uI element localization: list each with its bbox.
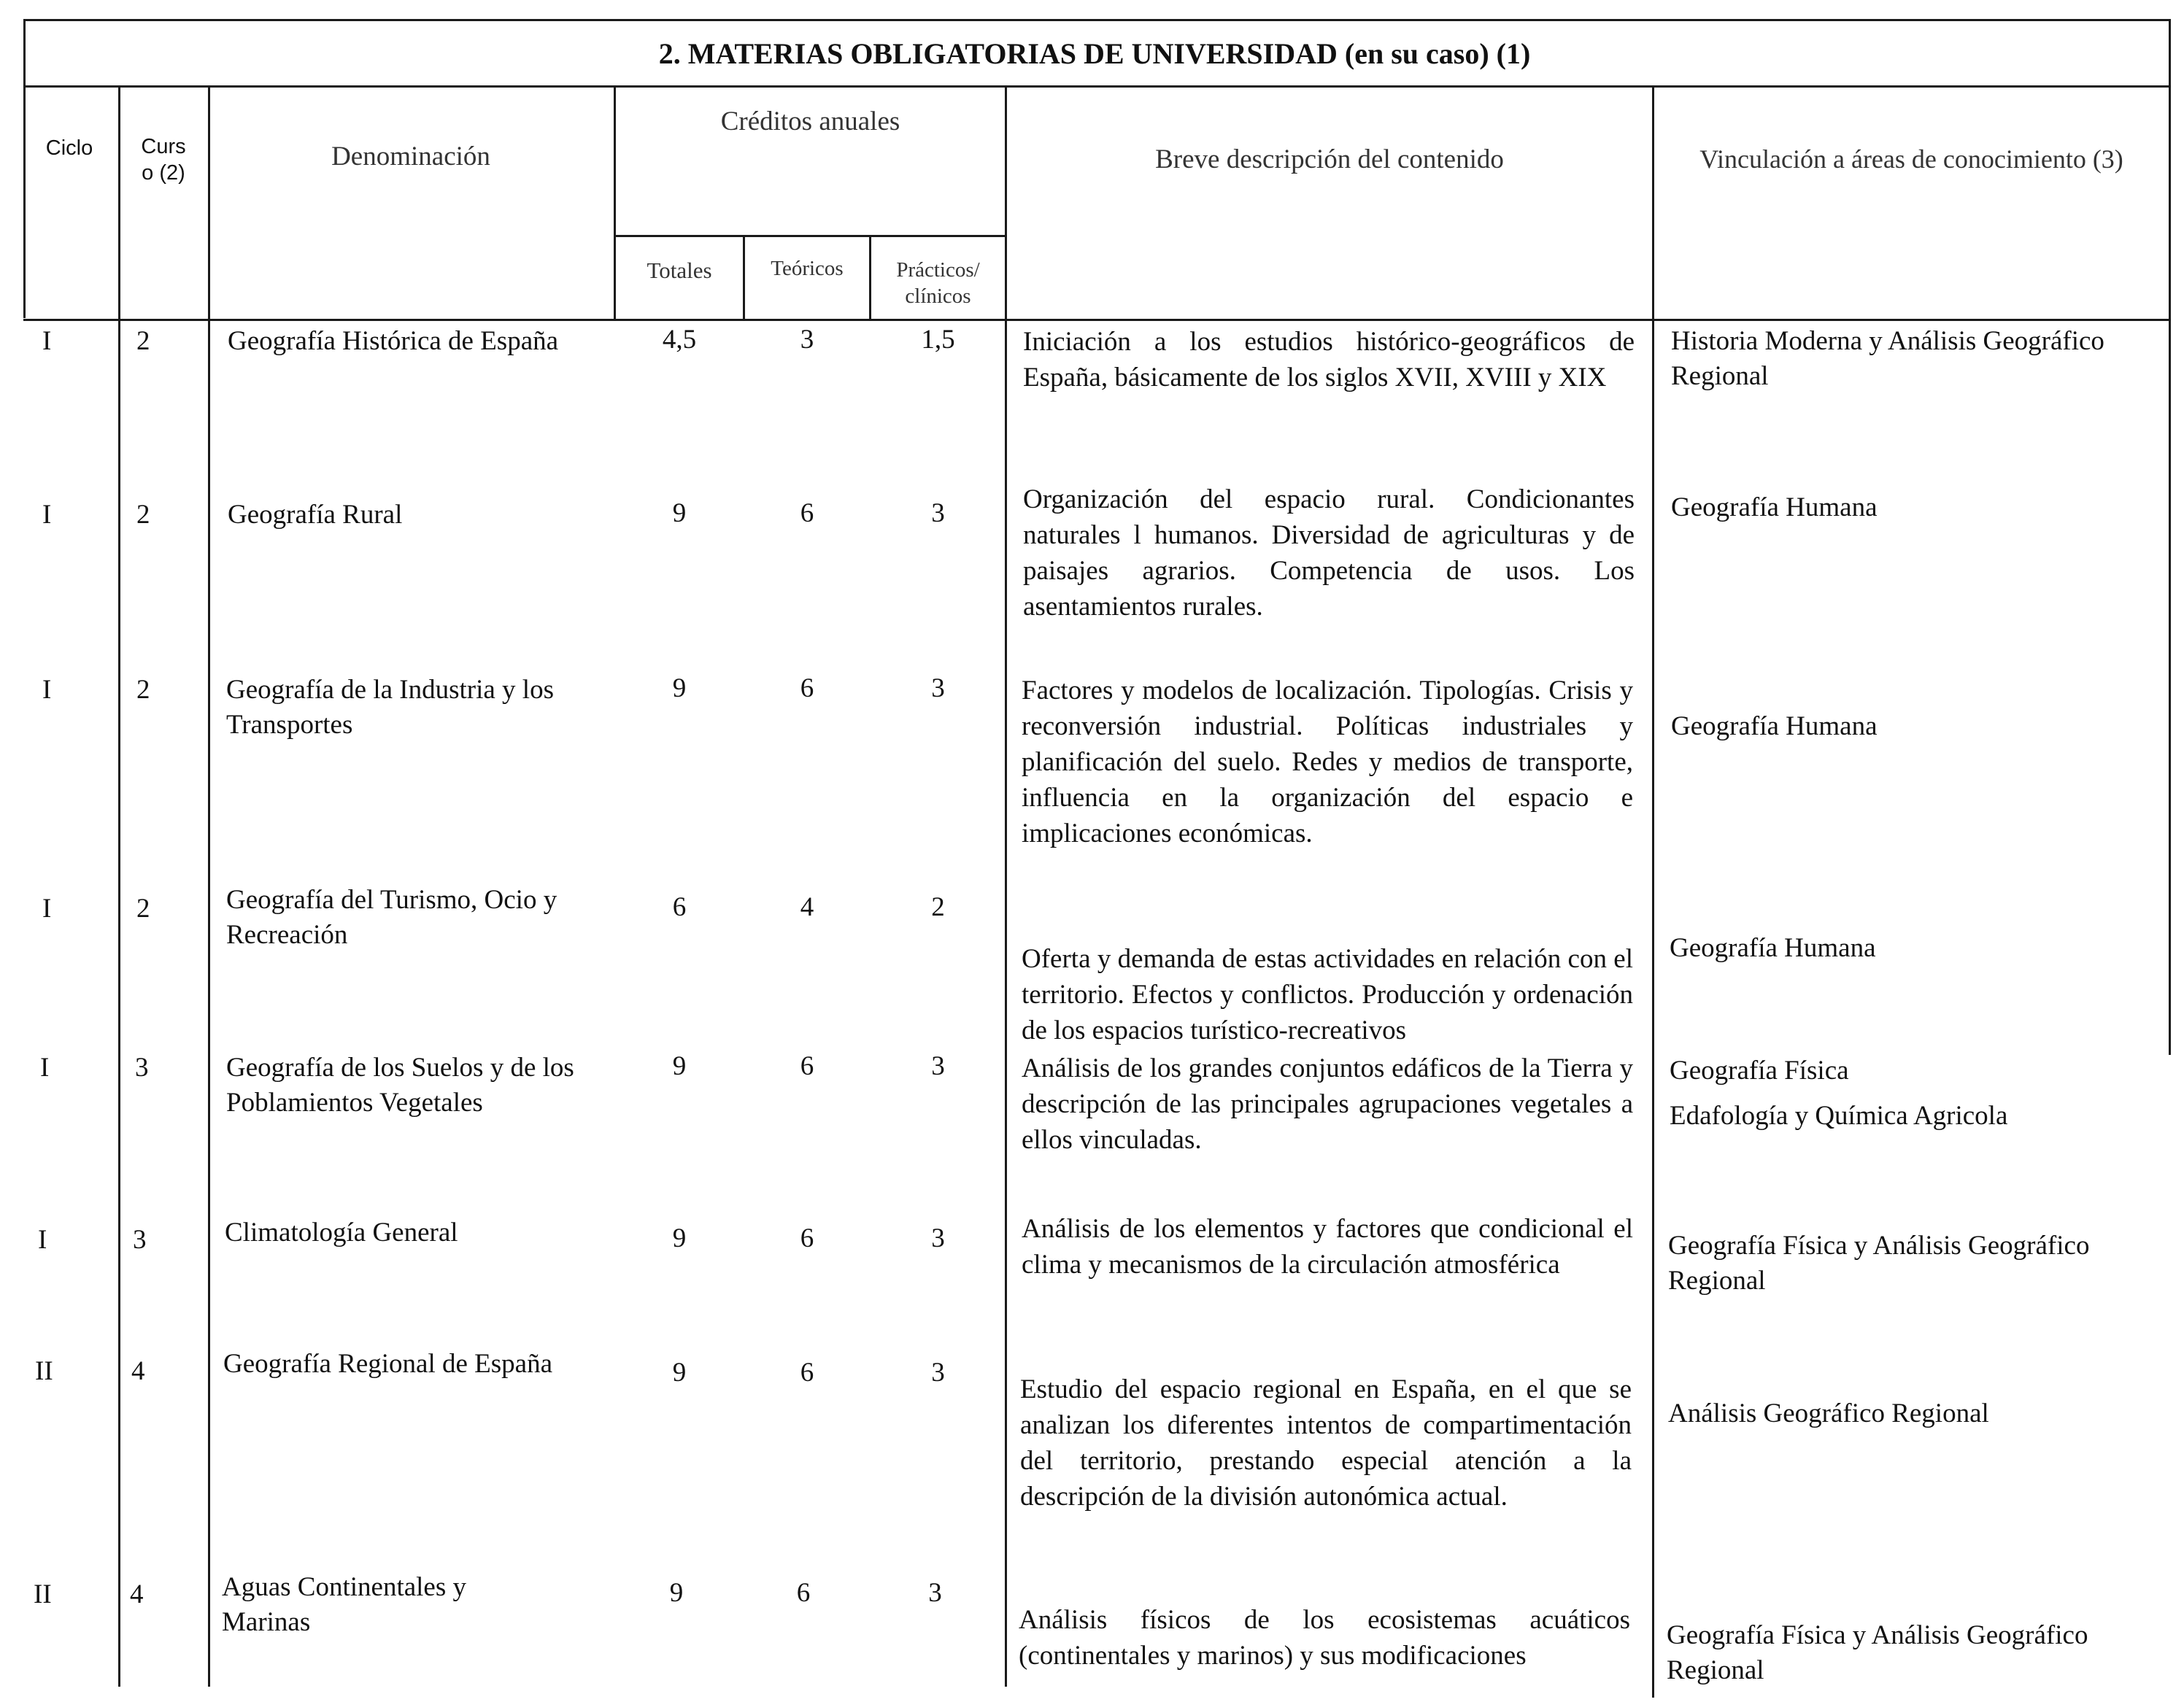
row7-practicos: 3	[931, 1358, 945, 1388]
header-ciclo: Ciclo	[45, 136, 93, 160]
row2-ciclo: I	[42, 500, 52, 530]
row5-descripcion: Análisis de los grandes conjuntos edáficos de la Tierra y descripción de las principales agrupaciones vegetales a ellos vinculadas.	[1022, 1053, 1633, 1155]
row1-ciclo: I	[42, 326, 52, 356]
header-practicos: Prácticos/ clínicos	[896, 258, 980, 309]
row6-curso: 3	[133, 1225, 147, 1255]
col-line-2	[208, 85, 210, 1687]
row2-practicos: 3	[931, 498, 945, 528]
row1-totales: 4,5	[662, 325, 697, 355]
table-right-border	[2169, 19, 2171, 1055]
title-bottom-border	[23, 85, 2171, 88]
header-teoricos: Teóricos	[771, 257, 844, 280]
row5-curso: 3	[135, 1053, 149, 1083]
row5-ciclo: I	[40, 1053, 50, 1083]
row8-descripcion: Análisis físicos de los ecosistemas acuáticos (continentales y marinos) y sus modificaciones	[1019, 1605, 1630, 1671]
row1-teoricos: 3	[800, 325, 814, 355]
header-descripcion: Breve descripción del contenido	[1155, 144, 1504, 174]
row8-totales: 9	[669, 1578, 684, 1608]
row2-denominacion: Geografía Rural	[228, 500, 403, 530]
row4-teoricos: 4	[800, 892, 814, 922]
row1-practicos: 1,5	[921, 325, 955, 355]
row4-curso: 2	[136, 894, 150, 924]
col-line-7	[1652, 85, 1654, 1698]
row5-teoricos: 6	[800, 1051, 814, 1081]
row5-totales: 9	[672, 1051, 687, 1081]
row3-practicos: 3	[931, 673, 945, 703]
row4-vinculacion: Geografía Humana	[1670, 933, 1876, 963]
row1-vinculacion: Historia Moderna y Análisis Geográfico Regional	[1671, 326, 2104, 391]
row7-totales: 9	[672, 1358, 687, 1388]
row6-descripcion: Análisis de los elementos y factores que condicional el clima y mecanismos de la circulación atmosférica	[1022, 1214, 1633, 1280]
row6-ciclo: I	[38, 1225, 47, 1255]
row5-practicos: 3	[931, 1051, 945, 1081]
row6-vinculacion: Geografía Física y Análisis Geográfico Regional	[1668, 1231, 2090, 1296]
row4-ciclo: I	[42, 894, 52, 924]
row1-denominacion: Geografía Histórica de España	[228, 326, 559, 356]
row4-practicos: 2	[931, 892, 945, 922]
row3-vinculacion: Geografía Humana	[1671, 711, 1878, 741]
row7-descripcion: Estudio del espacio regional en España, en el que se analizan los diferentes intentos de compartimentación del territorio, prestando especial atención a la descripción de la división autonómica actual.	[1020, 1374, 1632, 1512]
row6-totales: 9	[672, 1223, 687, 1253]
section-title: 2. MATERIAS OBLIGATORIAS DE UNIVERSIDAD (en su caso) (1)	[658, 37, 1531, 70]
row2-teoricos: 6	[800, 498, 814, 528]
row7-vinculacion: Análisis Geográfico Regional	[1668, 1399, 1989, 1428]
row3-curso: 2	[136, 675, 150, 705]
header-bottom-border	[23, 319, 2171, 321]
row2-totales: 9	[672, 498, 687, 528]
credits-subheader-line	[614, 235, 1006, 237]
row6-teoricos: 6	[800, 1223, 814, 1253]
row8-ciclo: II	[34, 1579, 52, 1609]
row5-vinculacion-2: Edafología y Química Agricola	[1670, 1101, 2008, 1131]
row1-descripcion: Iniciación a los estudios histórico-geográficos de España, básicamente de los siglos XVII, XVIII y XIX	[1023, 327, 1635, 392]
col-line-1	[118, 85, 120, 1687]
row3-descripcion: Factores y modelos de localización. Tipologías. Crisis y reconversión industrial. Políticas industriales y planificación del suelo. Redes y medios de transporte, influencia en la organización del espacio e implicaciones económicas.	[1022, 676, 1633, 848]
header-curso: Curs o (2)	[141, 135, 186, 185]
row7-ciclo: II	[35, 1356, 53, 1386]
row5-denominacion: Geografía de los Suelos y de los Poblamientos Vegetales	[226, 1053, 574, 1118]
row2-descripcion: Organización del espacio rural. Condicionantes naturales l humanos. Diversidad de agriculturas y de paisajes agrarios. Competencia de usos. Los asentamientos rurales.	[1023, 484, 1635, 622]
header-denominacion: Denominación	[331, 142, 490, 171]
table-top-border	[23, 19, 2171, 21]
header-vinculacion: Vinculación a áreas de conocimiento (3)	[1699, 144, 2123, 174]
header-totales: Totales	[647, 258, 712, 283]
row8-curso: 4	[130, 1579, 144, 1609]
col-line-6	[1005, 85, 1007, 1687]
row4-denominacion: Geografía del Turismo, Ocio y Recreación	[226, 885, 557, 950]
row6-practicos: 3	[931, 1223, 945, 1253]
row8-denominacion: Aguas Continentales y Marinas	[222, 1572, 467, 1637]
row3-ciclo: I	[42, 675, 52, 705]
row7-denominacion: Geografía Regional de España	[223, 1349, 553, 1379]
header-creditos: Créditos anuales	[720, 107, 900, 136]
row8-practicos: 3	[928, 1578, 942, 1608]
row3-teoricos: 6	[800, 673, 814, 703]
row6-denominacion: Climatología General	[225, 1218, 458, 1248]
row3-denominacion: Geografía de la Industria y los Transportes	[226, 675, 554, 740]
row5-vinculacion: Geografía Física	[1670, 1056, 1849, 1086]
row4-descripcion: Oferta y demanda de estas actividades en relación con el territorio. Efectos y conflictos. Producción y ordenación de los espacios turístico-recreativos	[1022, 944, 1633, 1045]
row7-teoricos: 6	[800, 1358, 814, 1388]
row4-totales: 6	[672, 892, 687, 922]
row2-curso: 2	[136, 500, 150, 530]
row1-curso: 2	[136, 326, 150, 356]
row7-curso: 4	[131, 1356, 145, 1386]
row8-vinculacion: Geografía Física y Análisis Geográfico Regional	[1667, 1620, 2088, 1685]
row2-vinculacion: Geografía Humana	[1671, 492, 1878, 522]
row3-totales: 9	[672, 673, 687, 703]
row8-teoricos: 6	[796, 1578, 811, 1608]
